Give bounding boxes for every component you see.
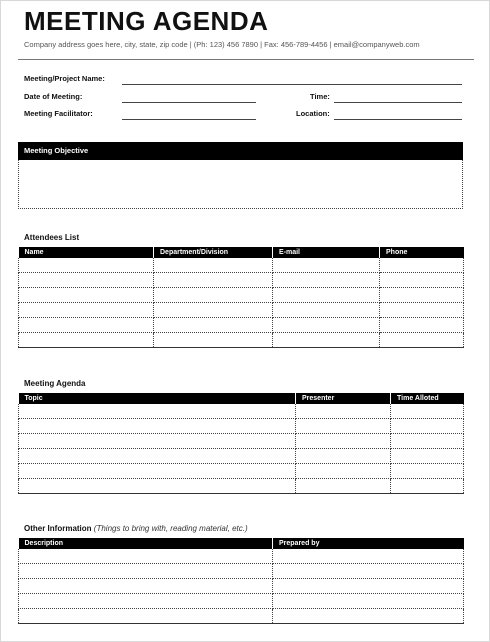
- table-cell[interactable]: [380, 258, 464, 273]
- table-cell[interactable]: [273, 273, 380, 288]
- table-row: [19, 303, 464, 318]
- attendees-table: [18, 247, 464, 348]
- table-row: [19, 609, 464, 624]
- project-name-label: Meeting/Project Name:: [24, 74, 105, 83]
- table-cell[interactable]: [19, 288, 154, 303]
- table-cell[interactable]: [19, 303, 154, 318]
- table-cell[interactable]: [380, 318, 464, 333]
- table-cell[interactable]: [391, 464, 464, 479]
- table-row: [19, 449, 464, 464]
- objective-label: Meeting Objective: [24, 146, 89, 155]
- agenda-section-label: Meeting Agenda: [24, 379, 86, 388]
- table-cell[interactable]: [273, 609, 464, 624]
- time-field[interactable]: [334, 102, 462, 103]
- other-info-table: [18, 538, 464, 624]
- objective-textbox[interactable]: [18, 160, 463, 209]
- table-cell[interactable]: [273, 549, 464, 564]
- table-row: [19, 258, 464, 273]
- table-cell[interactable]: [273, 318, 380, 333]
- table-cell[interactable]: [19, 404, 296, 419]
- other-section-title: Other Information: [24, 524, 92, 533]
- table-cell[interactable]: [19, 464, 296, 479]
- attendees-section-label: Attendees List: [24, 233, 80, 242]
- other-rows: [19, 549, 464, 624]
- table-cell[interactable]: [19, 333, 154, 348]
- header-divider: [18, 59, 474, 60]
- table-cell[interactable]: [19, 594, 273, 609]
- table-cell[interactable]: [380, 303, 464, 318]
- table-cell[interactable]: [296, 419, 391, 434]
- column-header-name: Name: [19, 247, 154, 258]
- column-header-prepared-by: Prepared by: [273, 538, 464, 549]
- agenda-rows: [19, 404, 464, 494]
- column-header-phone: Phone: [380, 247, 464, 258]
- location-field[interactable]: [334, 119, 462, 120]
- facilitator-label: Meeting Facilitator:: [24, 109, 93, 118]
- table-cell[interactable]: [273, 579, 464, 594]
- table-cell[interactable]: [296, 464, 391, 479]
- facilitator-field[interactable]: [122, 119, 256, 120]
- table-row: [19, 464, 464, 479]
- table-cell[interactable]: [19, 479, 296, 494]
- table-cell[interactable]: [19, 258, 154, 273]
- table-cell[interactable]: [273, 303, 380, 318]
- table-cell[interactable]: [380, 288, 464, 303]
- table-cell[interactable]: [273, 594, 464, 609]
- table-cell[interactable]: [391, 419, 464, 434]
- table-cell[interactable]: [296, 404, 391, 419]
- table-cell[interactable]: [391, 434, 464, 449]
- other-section-label: [24, 524, 248, 533]
- table-cell[interactable]: [19, 419, 296, 434]
- table-cell[interactable]: [19, 579, 273, 594]
- table-row: [19, 564, 464, 579]
- date-field[interactable]: [122, 102, 256, 103]
- table-row: [19, 594, 464, 609]
- table-row: [19, 419, 464, 434]
- table-cell[interactable]: [273, 333, 380, 348]
- table-cell[interactable]: [154, 273, 273, 288]
- attendees-header-row: [19, 247, 464, 258]
- column-header-email: E-mail: [273, 247, 380, 258]
- table-cell[interactable]: [391, 404, 464, 419]
- agenda-header-row: [19, 393, 464, 404]
- table-cell[interactable]: [273, 288, 380, 303]
- other-section-note: (Things to bring with, reading material, etc.): [93, 524, 248, 533]
- location-label: Location:: [296, 109, 330, 118]
- table-cell[interactable]: [380, 273, 464, 288]
- project-name-field[interactable]: [122, 84, 462, 85]
- column-header-presenter: Presenter: [296, 393, 391, 404]
- page-title: MEETING AGENDA: [24, 6, 269, 36]
- table-cell[interactable]: [19, 609, 273, 624]
- table-row: [19, 333, 464, 348]
- table-cell[interactable]: [273, 258, 380, 273]
- table-cell[interactable]: [296, 479, 391, 494]
- table-row: [19, 479, 464, 494]
- column-header-time-alloted: Time Alloted: [391, 393, 464, 404]
- table-cell[interactable]: [296, 434, 391, 449]
- table-cell[interactable]: [296, 449, 391, 464]
- table-cell[interactable]: [154, 318, 273, 333]
- column-header-description: Description: [19, 538, 273, 549]
- table-cell[interactable]: [391, 449, 464, 464]
- company-contact-line: Company address goes here, city, state, zip code | (Ph: 123) 456 7890 | Fax: 456-789-4456 | email@companyweb.com: [24, 40, 420, 49]
- column-header-department: Department/Division: [154, 247, 273, 258]
- table-cell[interactable]: [19, 564, 273, 579]
- other-header-row: [19, 538, 464, 549]
- table-row: [19, 549, 464, 564]
- table-cell[interactable]: [273, 564, 464, 579]
- table-cell[interactable]: [154, 258, 273, 273]
- table-row: [19, 288, 464, 303]
- agenda-table: [18, 393, 464, 494]
- table-cell[interactable]: [154, 303, 273, 318]
- table-row: [19, 273, 464, 288]
- table-row: [19, 434, 464, 449]
- table-cell[interactable]: [380, 333, 464, 348]
- time-label: Time:: [310, 92, 330, 101]
- table-cell[interactable]: [19, 449, 296, 464]
- table-cell[interactable]: [391, 479, 464, 494]
- table-cell[interactable]: [19, 434, 296, 449]
- table-cell[interactable]: [19, 549, 273, 564]
- table-cell[interactable]: [19, 318, 154, 333]
- table-cell[interactable]: [154, 333, 273, 348]
- column-header-topic: Topic: [19, 393, 296, 404]
- table-cell[interactable]: [154, 288, 273, 303]
- table-row: [19, 579, 464, 594]
- table-row: [19, 404, 464, 419]
- table-row: [19, 318, 464, 333]
- objective-header: [18, 142, 463, 160]
- attendees-rows: [19, 258, 464, 348]
- table-cell[interactable]: [19, 273, 154, 288]
- date-label: Date of Meeting:: [24, 92, 83, 101]
